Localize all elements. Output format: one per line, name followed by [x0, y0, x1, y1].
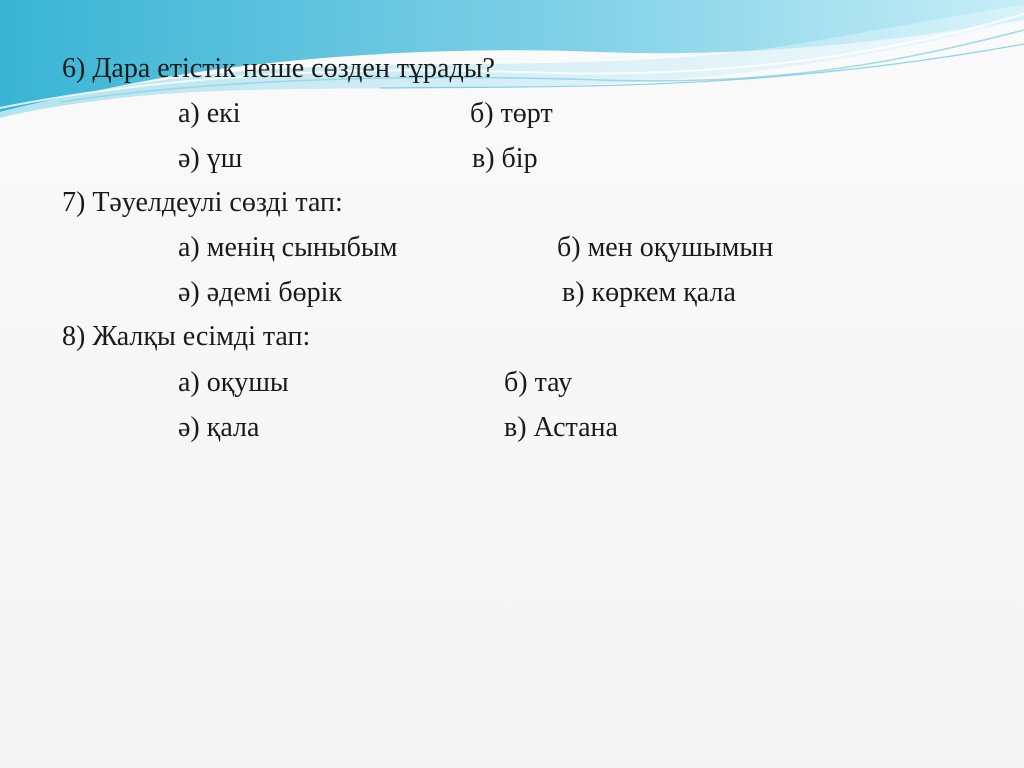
- question-7-option-b: б) мен оқушымын: [557, 232, 774, 263]
- question-7-prompt: 7) Тәуелдеулі сөзді тап:: [62, 187, 343, 218]
- question-7-option-v: в) көркем қала: [562, 277, 736, 308]
- question-8-option-b: б) тау: [504, 367, 573, 398]
- question-8-option-v: в) Астана: [504, 412, 618, 443]
- question-8-option-ae: ә) қала: [178, 412, 260, 443]
- question-6-option-v: в) бір: [472, 143, 538, 174]
- question-6-option-ae: ә) үш: [178, 143, 243, 174]
- question-6-prompt: 6) Дара етістік неше сөзден тұрады?: [62, 53, 495, 84]
- question-6-option-b: б) төрт: [470, 98, 553, 129]
- question-8-option-a: а) оқушы: [178, 367, 289, 398]
- question-6-option-a: а) екі: [178, 98, 241, 129]
- question-7-option-a: а) менің сыныбым: [178, 232, 398, 263]
- question-8-prompt: 8) Жалқы есімді тап:: [62, 321, 311, 352]
- question-7-option-ae: ә) әдемі бөрік: [178, 277, 342, 308]
